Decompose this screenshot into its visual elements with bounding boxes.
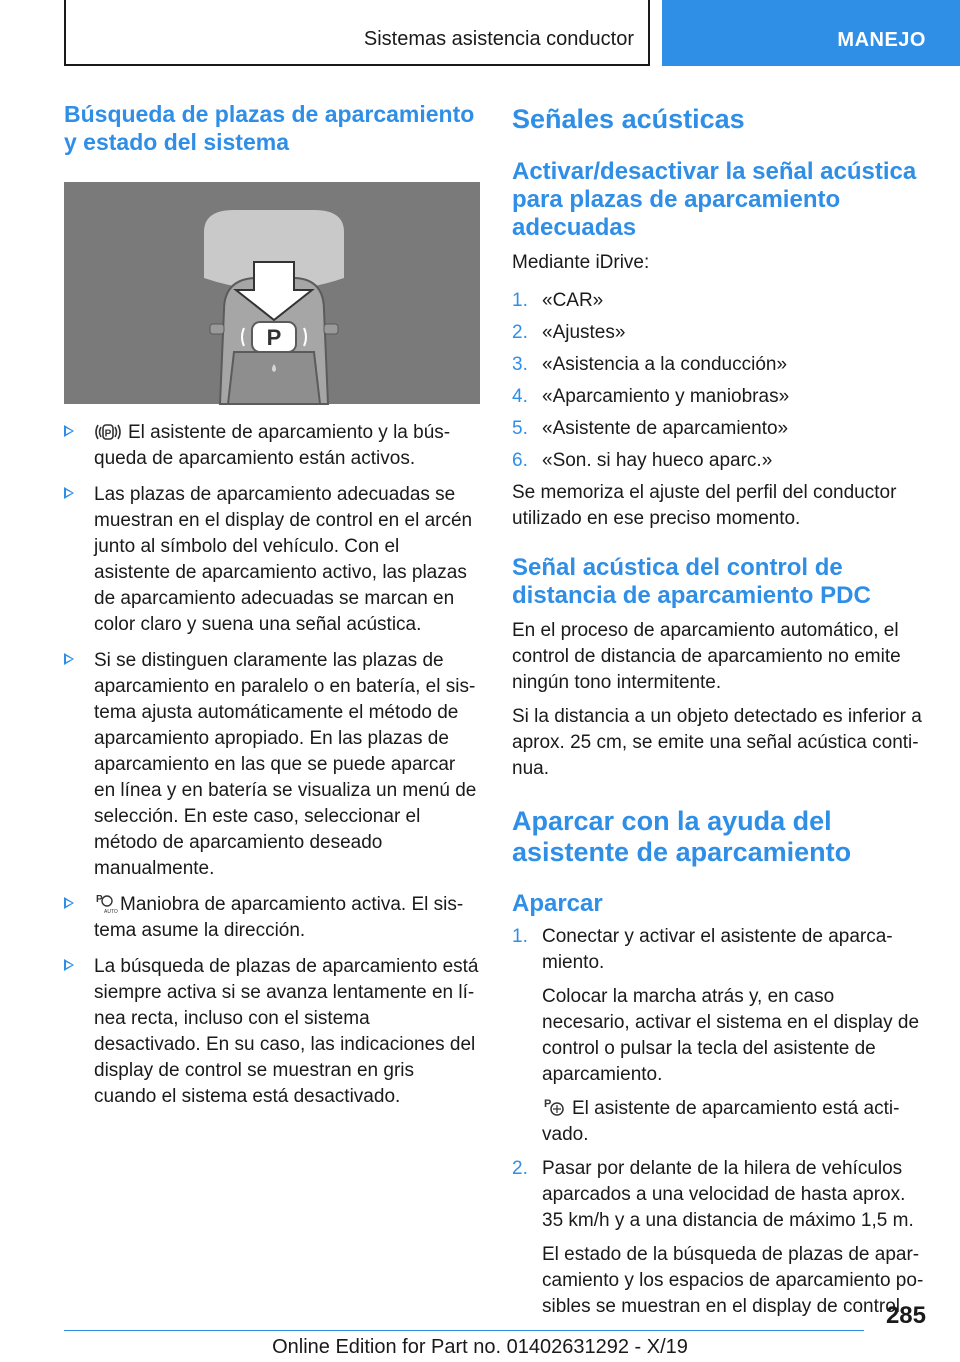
step-item: 6. «Son. si hay hueco aparc.» <box>512 450 773 471</box>
pdc-text-1: En el proceso de aparcamiento automático, el control de distancia de aparcamiento no emite ningún tono intermitente. <box>512 620 901 693</box>
svg-text:AUTO: AUTO <box>104 909 118 915</box>
step-item: 2. Pasar por delante de la hilera de vehículos aparcados a una velocidad de hasta aprox. 35 km/h y a una distancia de máximo 1,5 m. <box>512 1158 914 1231</box>
bullet-text: La búsqueda de plazas de aparcamiento está siempre activa si se avanza lentamente en línea recta, incluso con el sistema desactivado. En su caso, las indicaciones del display de control se muestran en gris cuando el sistema está desactivado. <box>94 956 479 1107</box>
step-item: 4. «Aparcamiento y maniobras» <box>512 386 790 407</box>
footer-edition: Online Edition for Part no. 01402631292 - X/19 <box>272 1336 688 1358</box>
bullet-text: Las plazas de aparcamiento adecuadas se muestran en el display de control en el arcén junto al símbolo del vehículo. Con el asistente de aparcamiento activo, las plazas de aparcamiento adecuadas se marcan en color claro y suena una señal acústica. <box>94 484 473 635</box>
header-chapter-tab <box>662 0 960 66</box>
bullet-text: El asistente de aparcamiento y la búsqueda de aparcamiento están activos. <box>94 422 451 469</box>
bullet-triangle-icon <box>64 487 74 499</box>
toggle-signal-subtitle: Activar/desactivar la señal acústica para plazas de aparcamiento adecuadas <box>512 158 917 241</box>
park-assist-title: Aparcar con la ayuda del asistente de aparcamiento <box>512 806 852 867</box>
park-assist-icon <box>542 1096 566 1118</box>
step-detail: Colocar la marcha atrás y, en caso necesario, activar el sistema en el display de control o pulsar la tecla del asistente de aparcamiento. <box>542 986 920 1085</box>
right-column <box>512 100 927 1320</box>
page-number: 285 <box>885 1302 926 1329</box>
profile-memo: Se memoriza el ajuste del perfil del conductor utilizado en ese preciso momento. <box>512 482 897 529</box>
idrive-intro: Mediante iDrive: <box>512 252 650 273</box>
park-subtitle: Aparcar <box>512 890 603 917</box>
parking-display-figure <box>64 182 480 404</box>
pdc-subtitle: Señal acústica del control de distancia de aparcamiento PDC <box>512 554 871 609</box>
car-parking-illustration <box>64 182 480 404</box>
bullet-item <box>64 954 480 1110</box>
bullet-triangle-icon <box>64 897 74 909</box>
svg-text:P: P <box>104 428 112 440</box>
step-item: 5. «Asistente de aparcamiento» <box>512 418 789 439</box>
step-item: 1. Conectar y activar el asistente de aparcamiento. <box>512 926 893 973</box>
step-item: 3. «Asistencia a la conducción» <box>512 354 788 375</box>
park-steps <box>512 924 927 1320</box>
header-section-box <box>64 0 650 66</box>
left-section-title: Búsqueda de plazas de aparcamiento y estado del sistema <box>64 101 475 155</box>
step-detail: El estado de la búsqueda de plazas de aparcamiento y los espacios de aparcamiento posibles se muestran en el display de control. <box>542 1244 924 1317</box>
step-detail: P El asistente de aparcamiento está activado. <box>542 1098 900 1145</box>
bullet-text: Si se distinguen claramente las plazas de aparcamiento en paralelo o en batería, el sistema ajusta automáticamente el método de aparcamiento apropiado. En las plazas de aparcamiento en las que se puede aparcar en línea y en batería se visualiza un menú de selección. En este caso, seleccionar el método de aparcamiento deseado manualmente. <box>94 650 477 879</box>
bullet-text: Maniobra de aparcamiento activa. El sistema asume la dirección. <box>94 894 464 941</box>
header-chapter-title: MANEJO <box>837 29 926 51</box>
svg-text:P: P <box>96 894 103 905</box>
figure-p-label: P <box>266 325 282 350</box>
step-item: 2. «Ajustes» <box>512 322 626 343</box>
bullet-item <box>64 482 480 638</box>
bullet-item <box>64 420 480 472</box>
parking-sensor-icon <box>94 422 122 442</box>
svg-text:P: P <box>544 1098 552 1110</box>
bullet-triangle-icon <box>64 653 74 665</box>
step-item: 1. «CAR» <box>512 290 604 311</box>
bullet-triangle-icon <box>64 425 74 437</box>
bullet-item <box>64 648 480 882</box>
header-section-title: Sistemas asistencia conductor <box>363 28 634 50</box>
acoustic-signals-title: Señales acústicas <box>512 104 745 134</box>
pdc-text-2: Si la distancia a un objeto detectado es inferior a aprox. 25 cm, se emite una señal acústica continua. <box>512 706 922 779</box>
idrive-steps <box>512 288 927 474</box>
footer-divider <box>64 1330 864 1331</box>
bullet-item <box>64 892 480 944</box>
auto-parking-icon <box>94 892 118 915</box>
left-column <box>64 100 480 1120</box>
bullet-triangle-icon <box>64 959 74 971</box>
